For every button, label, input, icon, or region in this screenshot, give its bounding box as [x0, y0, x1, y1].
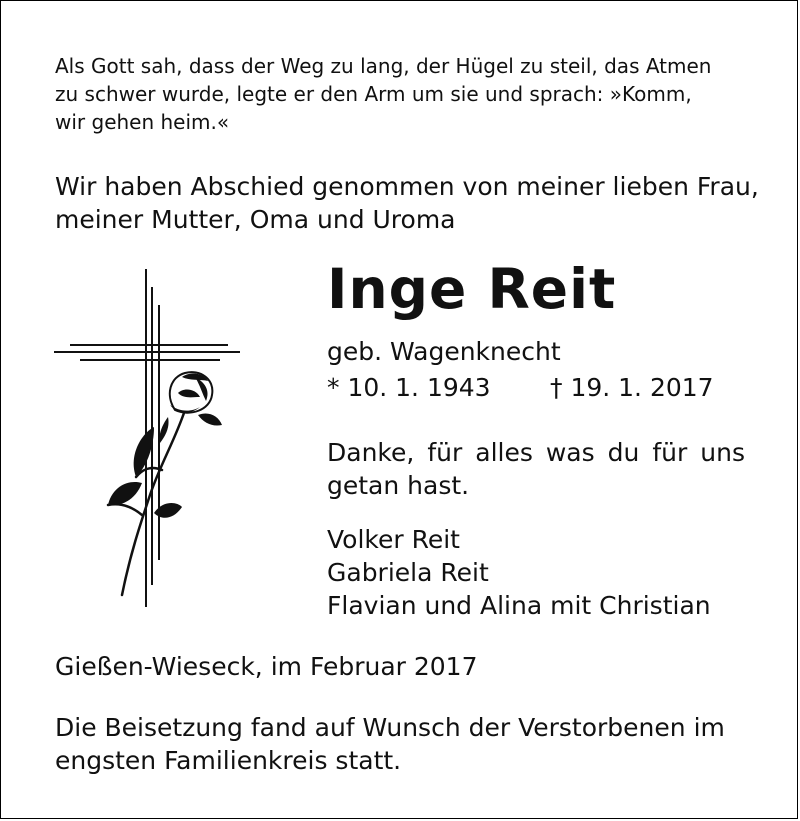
poem-line-3: wir gehen heim.« — [55, 110, 230, 134]
thanks-line-1: Danke, für alles was du für uns — [327, 438, 745, 467]
death-date: † 19. 1. 2017 — [550, 373, 714, 402]
mourner-volker: Volker Reit — [327, 525, 460, 554]
mourner-flavian-alina: Flavian und Alina mit Christian — [327, 591, 711, 620]
intro-line-1: Wir haben Abschied genommen von meiner lieben Frau, — [55, 172, 759, 201]
maiden-name: geb. Wagenknecht — [327, 337, 561, 366]
poem-line-2: zu schwer wurde, legte er den Arm um sie und sprach: »Komm, — [55, 82, 692, 106]
birth-date: * 10. 1. 1943 — [327, 373, 491, 402]
closing-line-2: engsten Familienkreis statt. — [55, 746, 402, 775]
thanks-line-2: getan hast. — [327, 471, 470, 500]
closing-line-1: Die Beisetzung fand auf Wunsch der Verstorbenen im — [55, 713, 725, 742]
intro-line-2: meiner Mutter, Oma und Uroma — [55, 205, 456, 234]
place-date: Gießen-Wieseck, im Februar 2017 — [55, 652, 478, 681]
poem-line-1: Als Gott sah, dass der Weg zu lang, der Hügel zu steil, das Atmen — [55, 54, 712, 78]
mourner-gabriela: Gabriela Reit — [327, 558, 489, 587]
cross-with-rose-icon — [50, 265, 250, 619]
deceased-name: Inge Reit — [327, 257, 617, 321]
